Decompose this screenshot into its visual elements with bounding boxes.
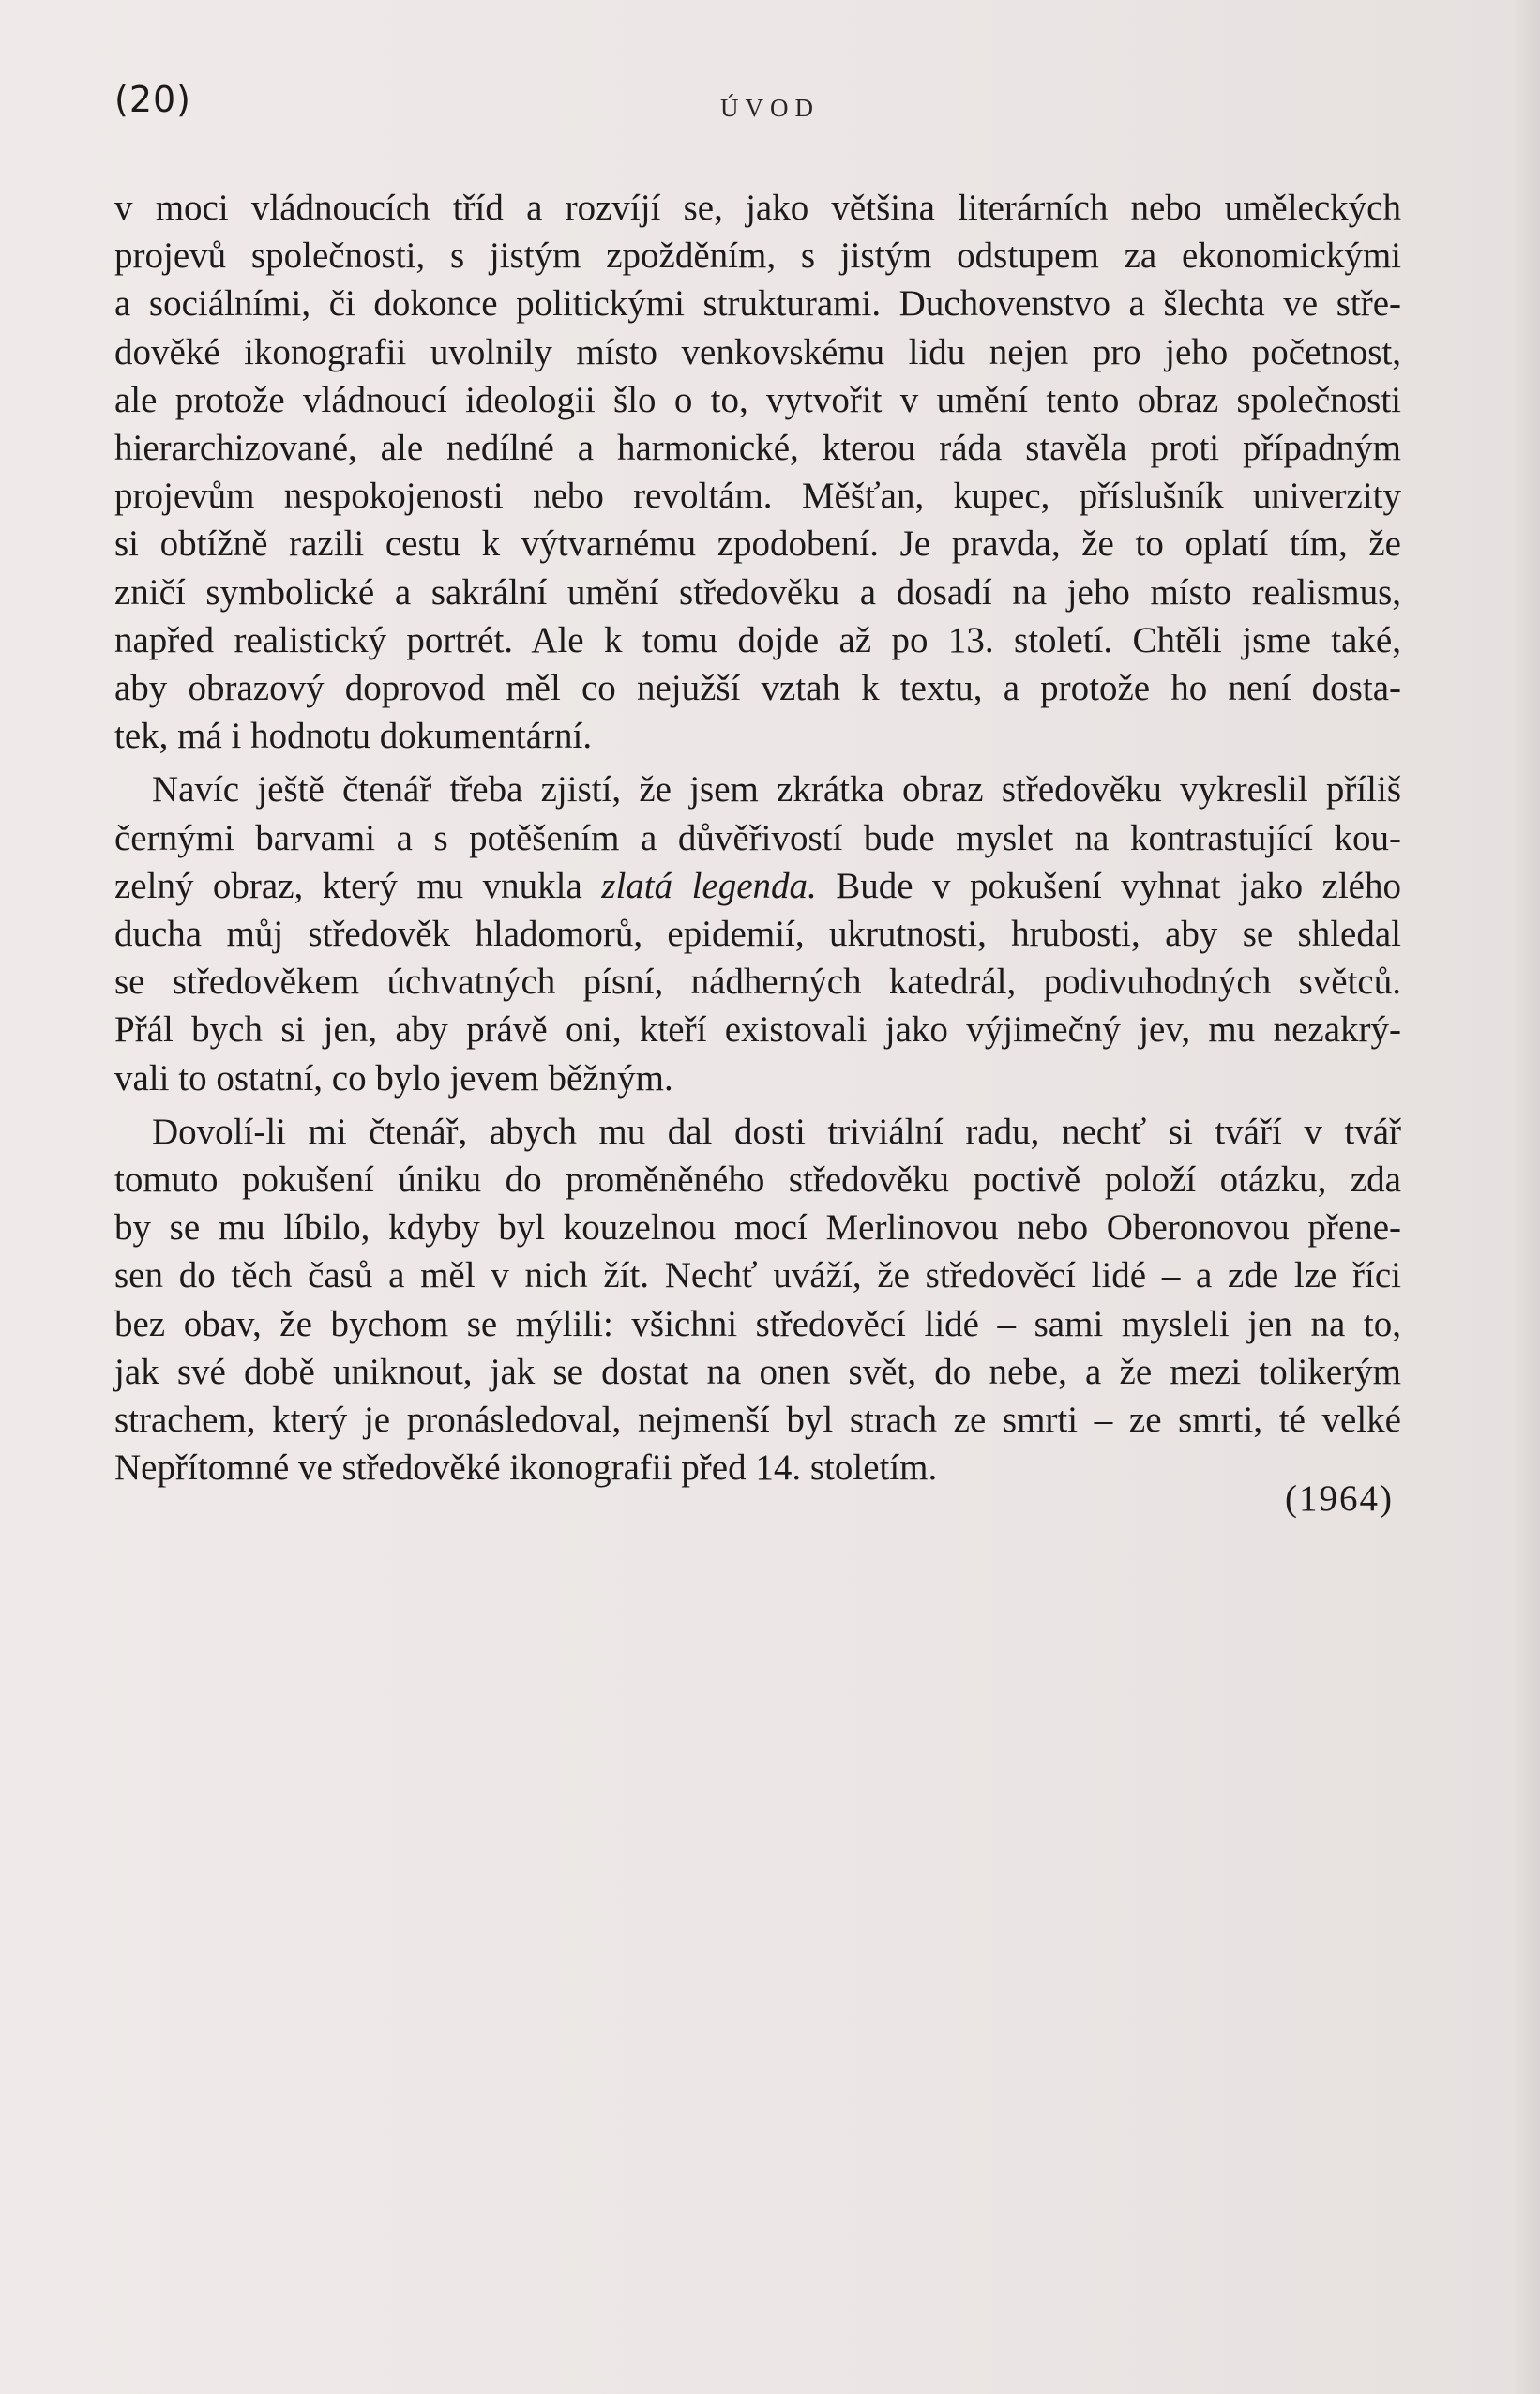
text-line: v moci vládnoucích tříd a rozvíjí se, jako většina literárních nebo uměleckých bbox=[114, 188, 1401, 228]
text-line: Nepřítomné ve středověké ikonografii před 14. stoletím. bbox=[114, 1447, 938, 1489]
text-line: tomuto pokušení úniku do proměněného středověku poctivě položí otázku, zda bbox=[114, 1159, 1401, 1201]
running-head: ÚVOD bbox=[720, 94, 820, 122]
text-line: aby obrazový doprovod měl co nejužší vztah k textu, a protože ho není dosta- bbox=[114, 668, 1401, 709]
body-text bbox=[114, 184, 1401, 1492]
paragraph-3 bbox=[114, 1108, 1401, 1492]
italic-phrase: zlatá legenda. bbox=[601, 865, 817, 906]
text-line: ducha můj středověk hladomorů, epidemií, ukrutnosti, hrubosti, aby se shledal bbox=[114, 914, 1401, 955]
text-line: Navíc ještě čtenář třeba zjistí, že jsem zkrátka obraz středověku vykreslil příliš bbox=[152, 769, 1401, 811]
text-line: vali to ostatní, co bylo jevem běžným. bbox=[114, 1057, 673, 1099]
text-line: Přál bych si jen, aby právě oni, kteří existovali jako výjimečný jev, mu nezakrý- bbox=[114, 1009, 1401, 1051]
text-line: bez obav, že bychom se mýlili: všichni středověcí lidé – sami mysleli jen na to, bbox=[114, 1303, 1401, 1344]
text-line: ale protože vládnoucí ideologii šlo o to, vytvořit v umění tento obraz společnosti bbox=[114, 379, 1401, 420]
text-line: tek, má i hodnotu dokumentární. bbox=[114, 716, 593, 757]
text-line: zničí symbolické a sakrální umění středověku a dosadí na jeho místo realismus, bbox=[114, 571, 1401, 613]
text-line: a sociálními, či dokonce politickými strukturami. Duchovenstvo a šlechta ve stře- bbox=[114, 283, 1401, 325]
text-line: Dovolí-li mi čtenář, abych mu dal dosti triviální radu, nechť si tváří v tvář bbox=[152, 1111, 1401, 1152]
text-line: hierarchizované, ale nedílné a harmonické, kterou ráda stavěla proti případným bbox=[114, 428, 1401, 469]
text-line: projevům nespokojenosti nebo revoltám. Měšťan, kupec, příslušník univerzity bbox=[114, 476, 1401, 517]
text-line: dověké ikonografii uvolnily místo venkovskému lidu nejen pro jeho početnost, bbox=[114, 331, 1401, 372]
paragraph-1 bbox=[114, 184, 1401, 760]
text-line: strachem, který je pronásledoval, nejmenší byl strach ze smrti – ze smrti, té velké bbox=[114, 1400, 1401, 1441]
text-line: by se mu líbilo, kdyby byl kouzelnou mocí Merlinovou nebo Oberonovou přene- bbox=[114, 1207, 1401, 1249]
text-line: projevů společnosti, s jistým zpožděním, s jistým odstupem za ekonomickými bbox=[114, 235, 1401, 277]
text-line: si obtížně razili cestu k výtvarnému zpodobení. Je pravda, že to oplatí tím, že bbox=[114, 523, 1401, 565]
page-edge-shadow bbox=[1512, 0, 1540, 2394]
text-line: sen do těch časů a měl v nich žít. Nechť uváží, že středověcí lidé – a zde lze říci bbox=[114, 1255, 1401, 1296]
paragraph-2 bbox=[114, 765, 1401, 1101]
text-line: zelný obraz, který mu vnukla zlatá legenda. Bude v pokušení vyhnat jako zlého bbox=[114, 865, 1401, 906]
text-line: jak své době uniknout, jak se dostat na onen svět, do nebe, a že mezi tolikerým bbox=[114, 1351, 1401, 1392]
text-line: se středověkem úchvatných písní, nádherných katedrál, podivuhodných světců. bbox=[114, 962, 1401, 1003]
year-note: (1964) bbox=[1285, 1478, 1394, 1519]
text-line: napřed realistický portrét. Ale k tomu dojde až po 13. století. Chtěli jsme také, bbox=[114, 619, 1401, 660]
page-number: (20) bbox=[114, 79, 192, 120]
text-line: černými barvami a s potěšením a důvěřivostí bude myslet na kontrastující kou- bbox=[114, 817, 1401, 858]
